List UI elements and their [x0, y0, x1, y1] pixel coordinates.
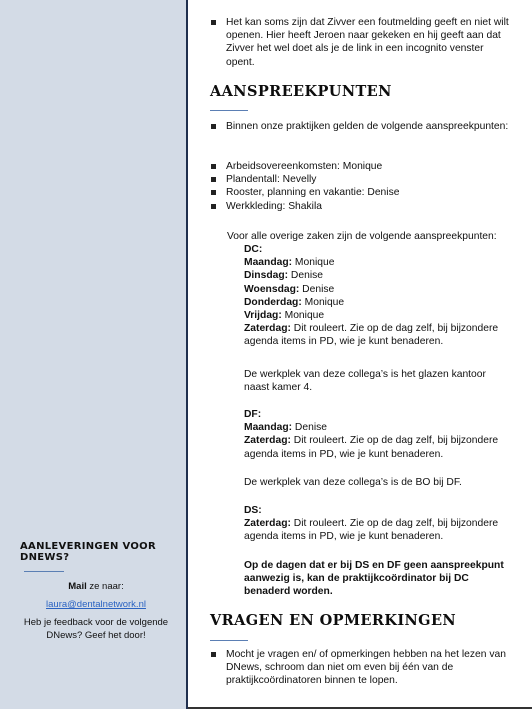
- mail-line: [20, 580, 172, 593]
- df-werkplek: De werkplek van deze collega’s is de BO bij DF.: [244, 477, 462, 488]
- intro-list: [209, 16, 509, 69]
- day-row: [244, 256, 506, 269]
- day-contact: Denise: [288, 270, 323, 282]
- aanspreekpunten-list: [209, 160, 509, 213]
- list-item: Plandentall: Nevelly: [209, 173, 509, 186]
- day-label: Zaterdag:: [244, 518, 291, 530]
- mail-label: Mail: [68, 581, 87, 592]
- list-item: Werkkleding: Shakila: [209, 200, 509, 213]
- day-label: Zaterdag:: [244, 323, 291, 335]
- zaterdag-row: [244, 434, 506, 460]
- list-item: Arbeidsovereenkomsten: Monique: [209, 160, 509, 173]
- dc-label: DC:: [244, 244, 263, 255]
- day-label: Woensdag:: [244, 283, 300, 295]
- sidebar: [0, 0, 186, 709]
- day-label: Zaterdag:: [244, 435, 291, 447]
- day-contact: Denise: [292, 422, 327, 434]
- section-title-vragen: VRAGEN EN OPMERKINGEN: [210, 612, 457, 629]
- ds-label: DS:: [244, 505, 262, 516]
- mail-suffix: ze naar:: [86, 581, 124, 592]
- zaterdag-row: [244, 517, 506, 543]
- day-contact: Dit rouleert. Zie op de dag zelf, bij bijzondere agenda items in PD, wie je kunt benaderen.: [244, 323, 499, 348]
- section-title-rule: [210, 110, 248, 111]
- aanspreekpunten-intro-list: [209, 120, 509, 133]
- main-content: [188, 0, 532, 709]
- zaterdag-row: [244, 322, 506, 348]
- overige-intro: Voor alle overige zaken zijn de volgende aanspreekpunten:: [227, 231, 497, 242]
- day-row: [244, 421, 506, 434]
- day-row: [244, 309, 506, 322]
- day-contact: Monique: [281, 310, 325, 322]
- day-label: Maandag:: [244, 257, 293, 269]
- list-item: Binnen onze praktijken gelden de volgende aanspreekpunten:: [209, 120, 509, 133]
- day-row: [244, 283, 506, 296]
- day-row: [244, 296, 506, 309]
- day-contact: Dit rouleert. Zie op de dag zelf, bij bijzondere agenda items in PD, wie je kunt benaderen.: [244, 435, 499, 460]
- closing-note: Op de dagen dat er bij DS en DF geen aanspreekpunt aanwezig is, kan de praktijkcoördinator bij DC benaderd worden.: [244, 560, 504, 598]
- list-item: Mocht je vragen en/ of opmerkingen hebben na het lezen van DNews, schroom dan niet om even bij één van de praktijkcoördinatoren binnen te lopen.: [209, 648, 509, 688]
- ds-block: [244, 504, 506, 544]
- day-label: Donderdag:: [244, 296, 302, 308]
- df-block: [244, 408, 506, 461]
- day-label: Maandag:: [244, 422, 293, 434]
- email-link[interactable]: laura@dentalnetwork.nl: [46, 599, 146, 610]
- sidebar-heading-rule: [24, 571, 64, 572]
- list-item: Het kan soms zijn dat Zivver een foutmelding geeft en niet wilt openen. Hier heeft Jeroen naar gekeken en hij geeft aan dat Zivver het wel doet als je de link in een incognito venster opent.: [209, 16, 509, 69]
- day-contact: Monique: [301, 296, 345, 308]
- section-title-rule: [210, 640, 248, 641]
- day-contact: Monique: [292, 257, 335, 269]
- sidebar-heading: AANLEVERINGEN VOOR DNEWS?: [20, 541, 156, 563]
- df-label: DF:: [244, 409, 262, 420]
- vragen-list: [209, 648, 509, 688]
- dc-werkplek: De werkplek van deze collega’s is het glazen kantoor naast kamer 4.: [244, 369, 486, 394]
- list-item: Rooster, planning en vakantie: Denise: [209, 186, 509, 199]
- day-contact: Dit rouleert. Zie op de dag zelf, bij bijzondere agenda items in PD, wie je kunt benaderen.: [244, 518, 499, 543]
- section-title-aanspreekpunten: AANSPREEKPUNTEN: [210, 83, 392, 100]
- feedback-text: Heb je feedback voor de volgende DNews? Geef het door!: [23, 617, 169, 641]
- dc-block: [244, 243, 506, 349]
- day-row: [244, 269, 506, 282]
- day-label: Dinsdag:: [244, 270, 289, 282]
- email-line: [20, 598, 172, 611]
- day-contact: Denise: [299, 283, 335, 295]
- day-label: Vrijdag:: [244, 310, 282, 322]
- submission-info: [20, 541, 172, 642]
